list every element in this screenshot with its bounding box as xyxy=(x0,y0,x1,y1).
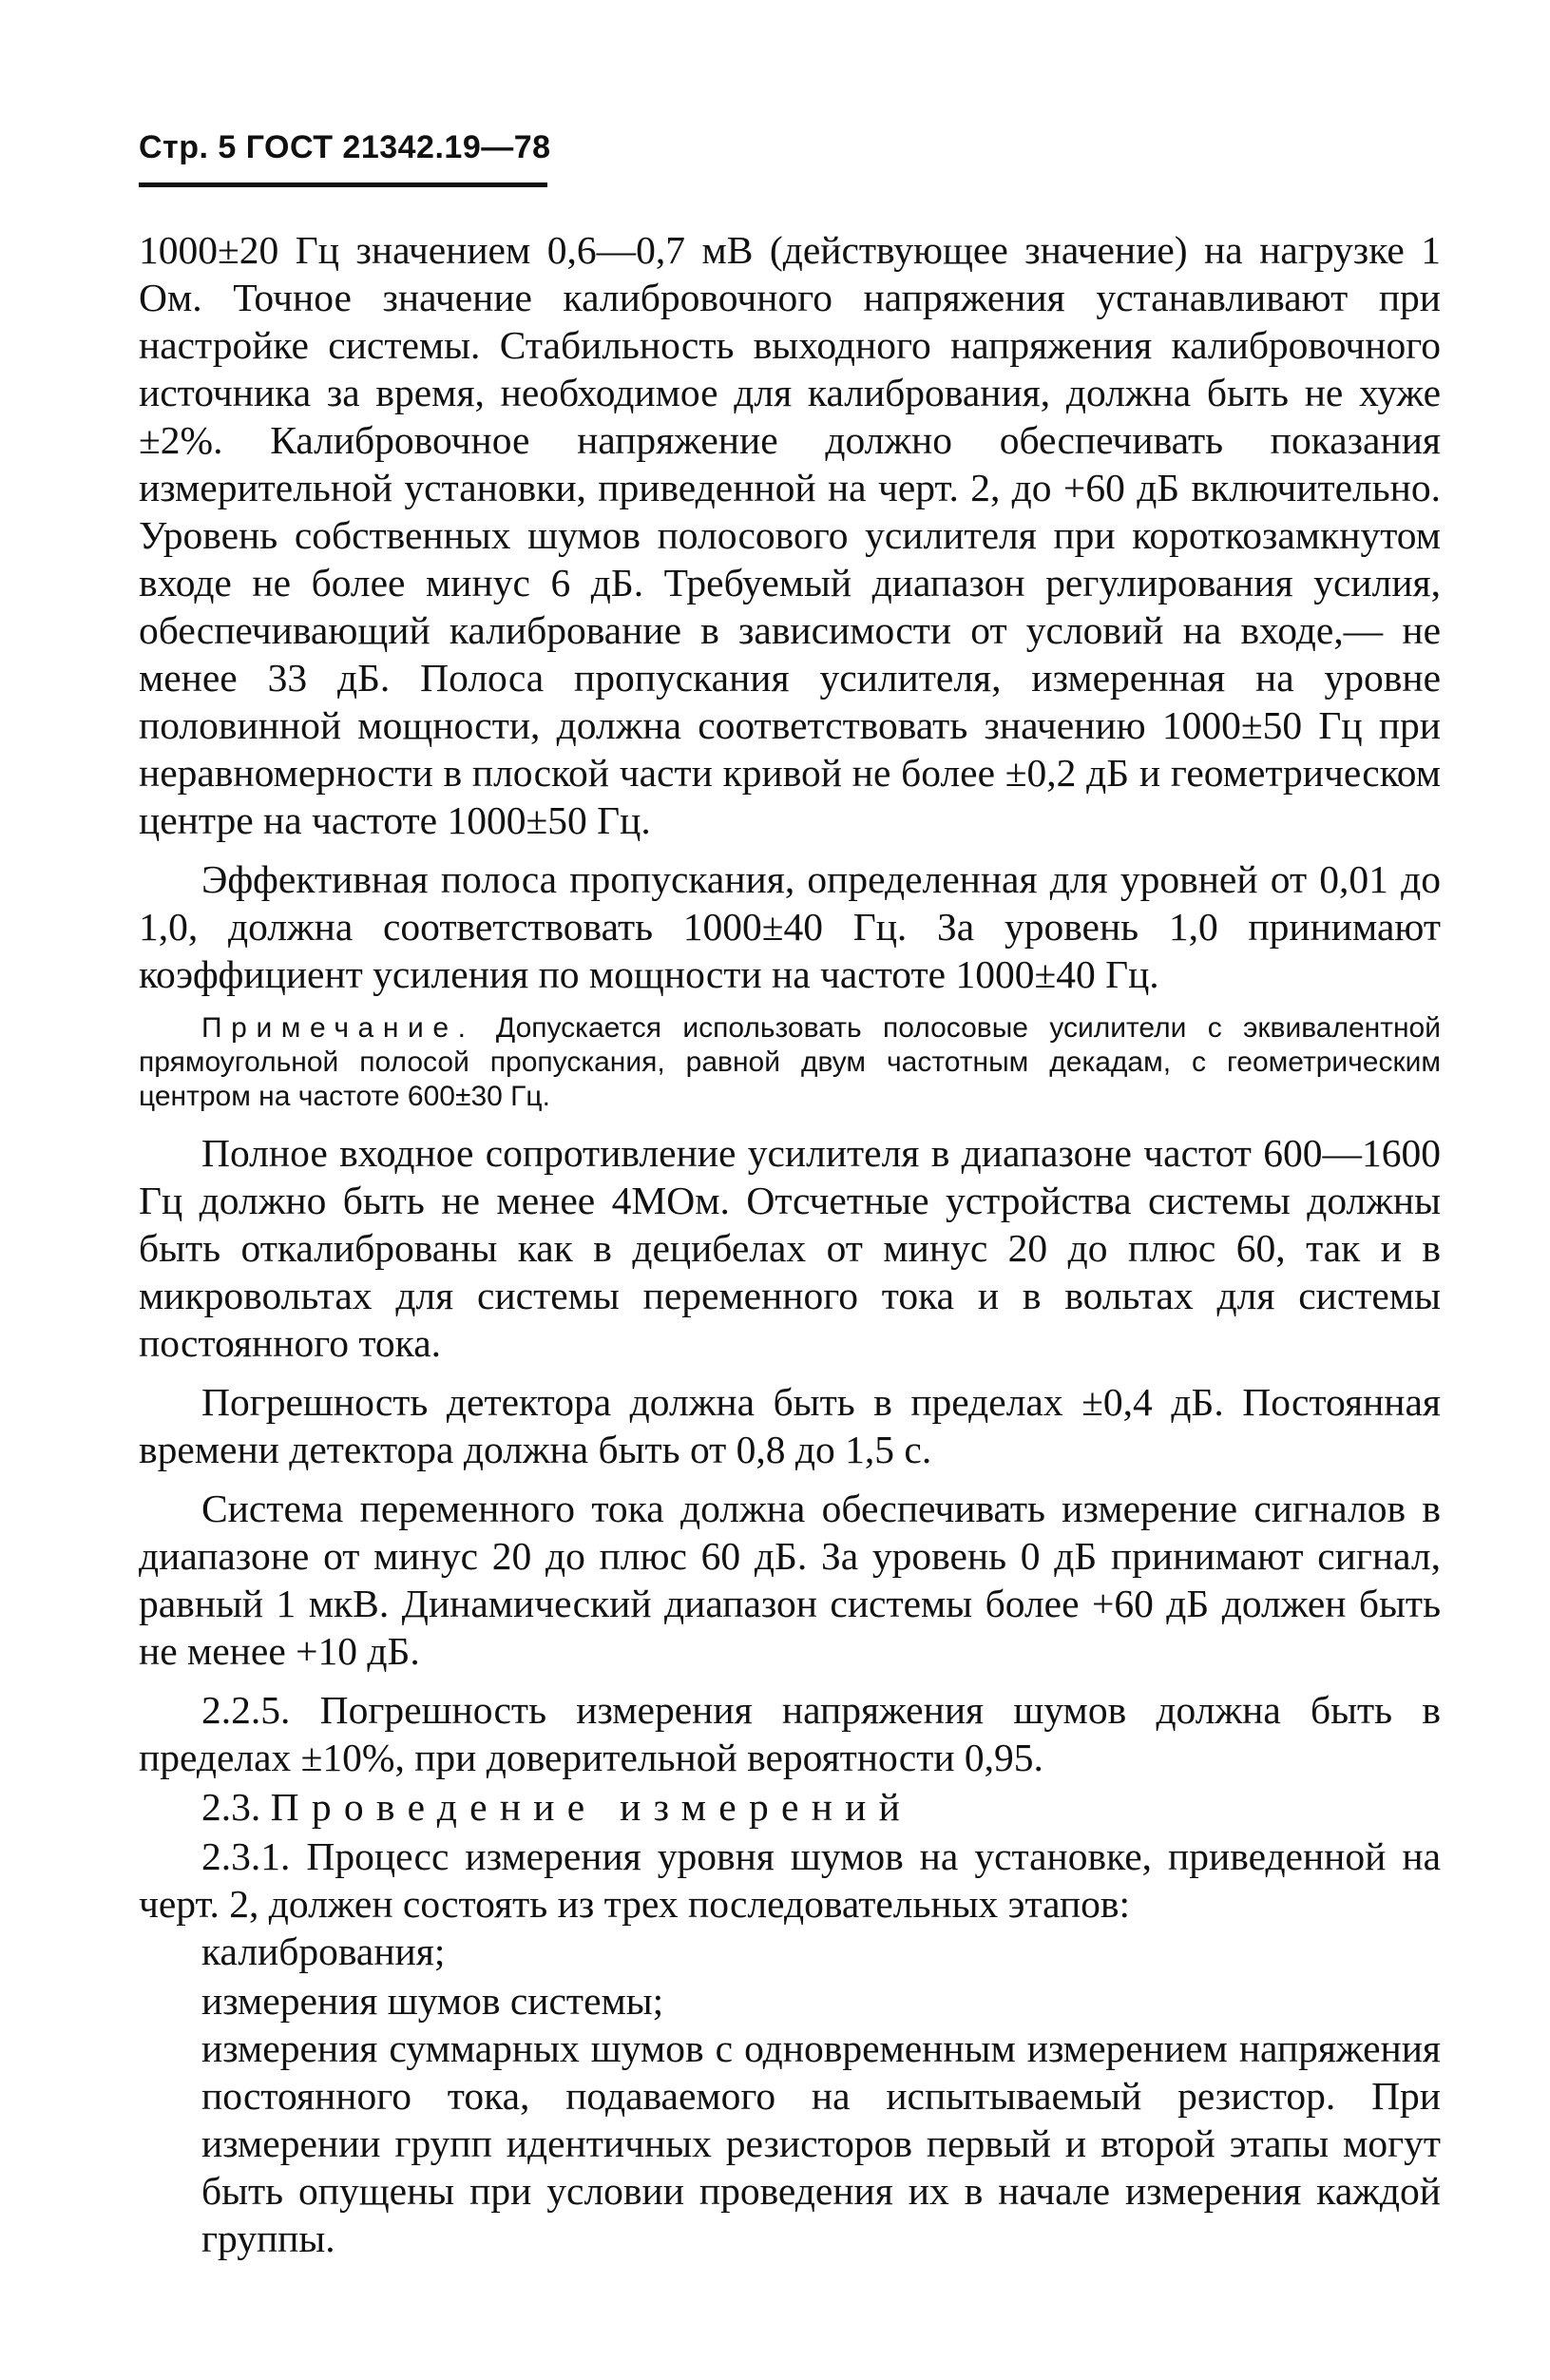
note xyxy=(139,1011,1441,1114)
header-rule xyxy=(139,182,547,187)
list-item-total-noise: измерения суммарных шумов с одновременным измерением напряжения постоянного тока, подаваемого на испытываемый резистор. При измерении групп идентичных резисторов первый и второй этапы могут быть опущены при условии проведения их в начале измерения каждой группы. xyxy=(201,2026,1441,2260)
paragraph-continuation: 1000±20 Гц значением 0,6—0,7 мВ (действующее значение) на нагрузке 1 Ом. Точное значение калибровочного напряжения устанавливают при настройке системы. Стабильность выходного напряжения калибровочного источника за время, необходимое для калибрования, должна быть не хуже ±2%. Калибровочное напряжение должно обеспечивать показания измерительной установки, приведенной на черт. 2, до +60 дБ включительно. Уровень собственных шумов полосового усилителя при короткозамкнутом входе не более минус 6 дБ. Требуемый диапазон регулирования усилия, обеспечивающий калибрование в зависимости от условий на входе,— не менее 33 дБ. Полоса пропускания усилителя, измеренная на уровне половинной мощности, должна соответствовать значению 1000±50 Гц при неравномерности в плоской части кривой не более ±0,2 дБ и геометрическом центре на частоте 1000±50 Гц. xyxy=(139,228,1441,842)
paragraph-effective-band: Эффективная полоса пропускания, определенная для уровней от 0,01 до 1,0, должна соответствовать 1000±40 Гц. За уровень 1,0 принимают коэффициент усиления по мощности на частоте 1000±40 Гц. xyxy=(139,857,1441,996)
section-number: 2.3. xyxy=(201,1785,271,1829)
paragraph-ac-system: Система переменного тока должна обеспечивать измерение сигналов в диапазоне от минус 20 до плюс 60 дБ. За уровень 0 дБ принимают сигнал, равный 1 мкВ. Динамический диапазон системы более +60 дБ должен быть не менее +10 дБ. xyxy=(139,1487,1441,1673)
note-label: Примечание. xyxy=(201,1012,475,1044)
body-text xyxy=(139,226,1441,2262)
paragraph-2-2-5: 2.2.5. Погрешность измерения напряжения шумов должна быть в пределах ±10%, при доверительной вероятности 0,95. xyxy=(139,1688,1441,1779)
paragraph-input-impedance: Полное входное сопротивление усилителя в диапазоне частот 600—1600 Гц должно быть не менее 4МОм. Отсчетные устройства системы должны быть откалиброваны как в децибелах от минус 20 до плюс 60, так и в микровольтах для системы переменного тока и в вольтах для системы постоянного тока. xyxy=(139,1131,1441,1365)
section-heading xyxy=(139,1783,1441,1831)
paragraph-detector-error: Погрешность детектора должна быть в пределах ±0,4 дБ. Постоянная времени детектора должна быть от 0,8 до 1,5 с. xyxy=(139,1380,1441,1471)
note-text: Допускается использовать полосовые усилители с эквивалентной прямоугольной полосой пропускания, равной двум частотным декадам, с геометрическим центром на частоте 600±30 Гц. xyxy=(139,1012,1441,1112)
list-item-system-noise: измерения шумов системы; xyxy=(201,1979,664,2023)
section-title: Проведение измерений xyxy=(270,1785,913,1829)
paragraph-2-3-1: 2.3.1. Процесс измерения уровня шумов на установке, приведенной на черт. 2, должен состоять из трех последовательных этапов: xyxy=(139,1834,1441,1926)
page-header: Стр. 5 ГОСТ 21342.19—78 xyxy=(139,129,551,165)
list-item-calibration: калибрования; xyxy=(201,1929,446,1973)
